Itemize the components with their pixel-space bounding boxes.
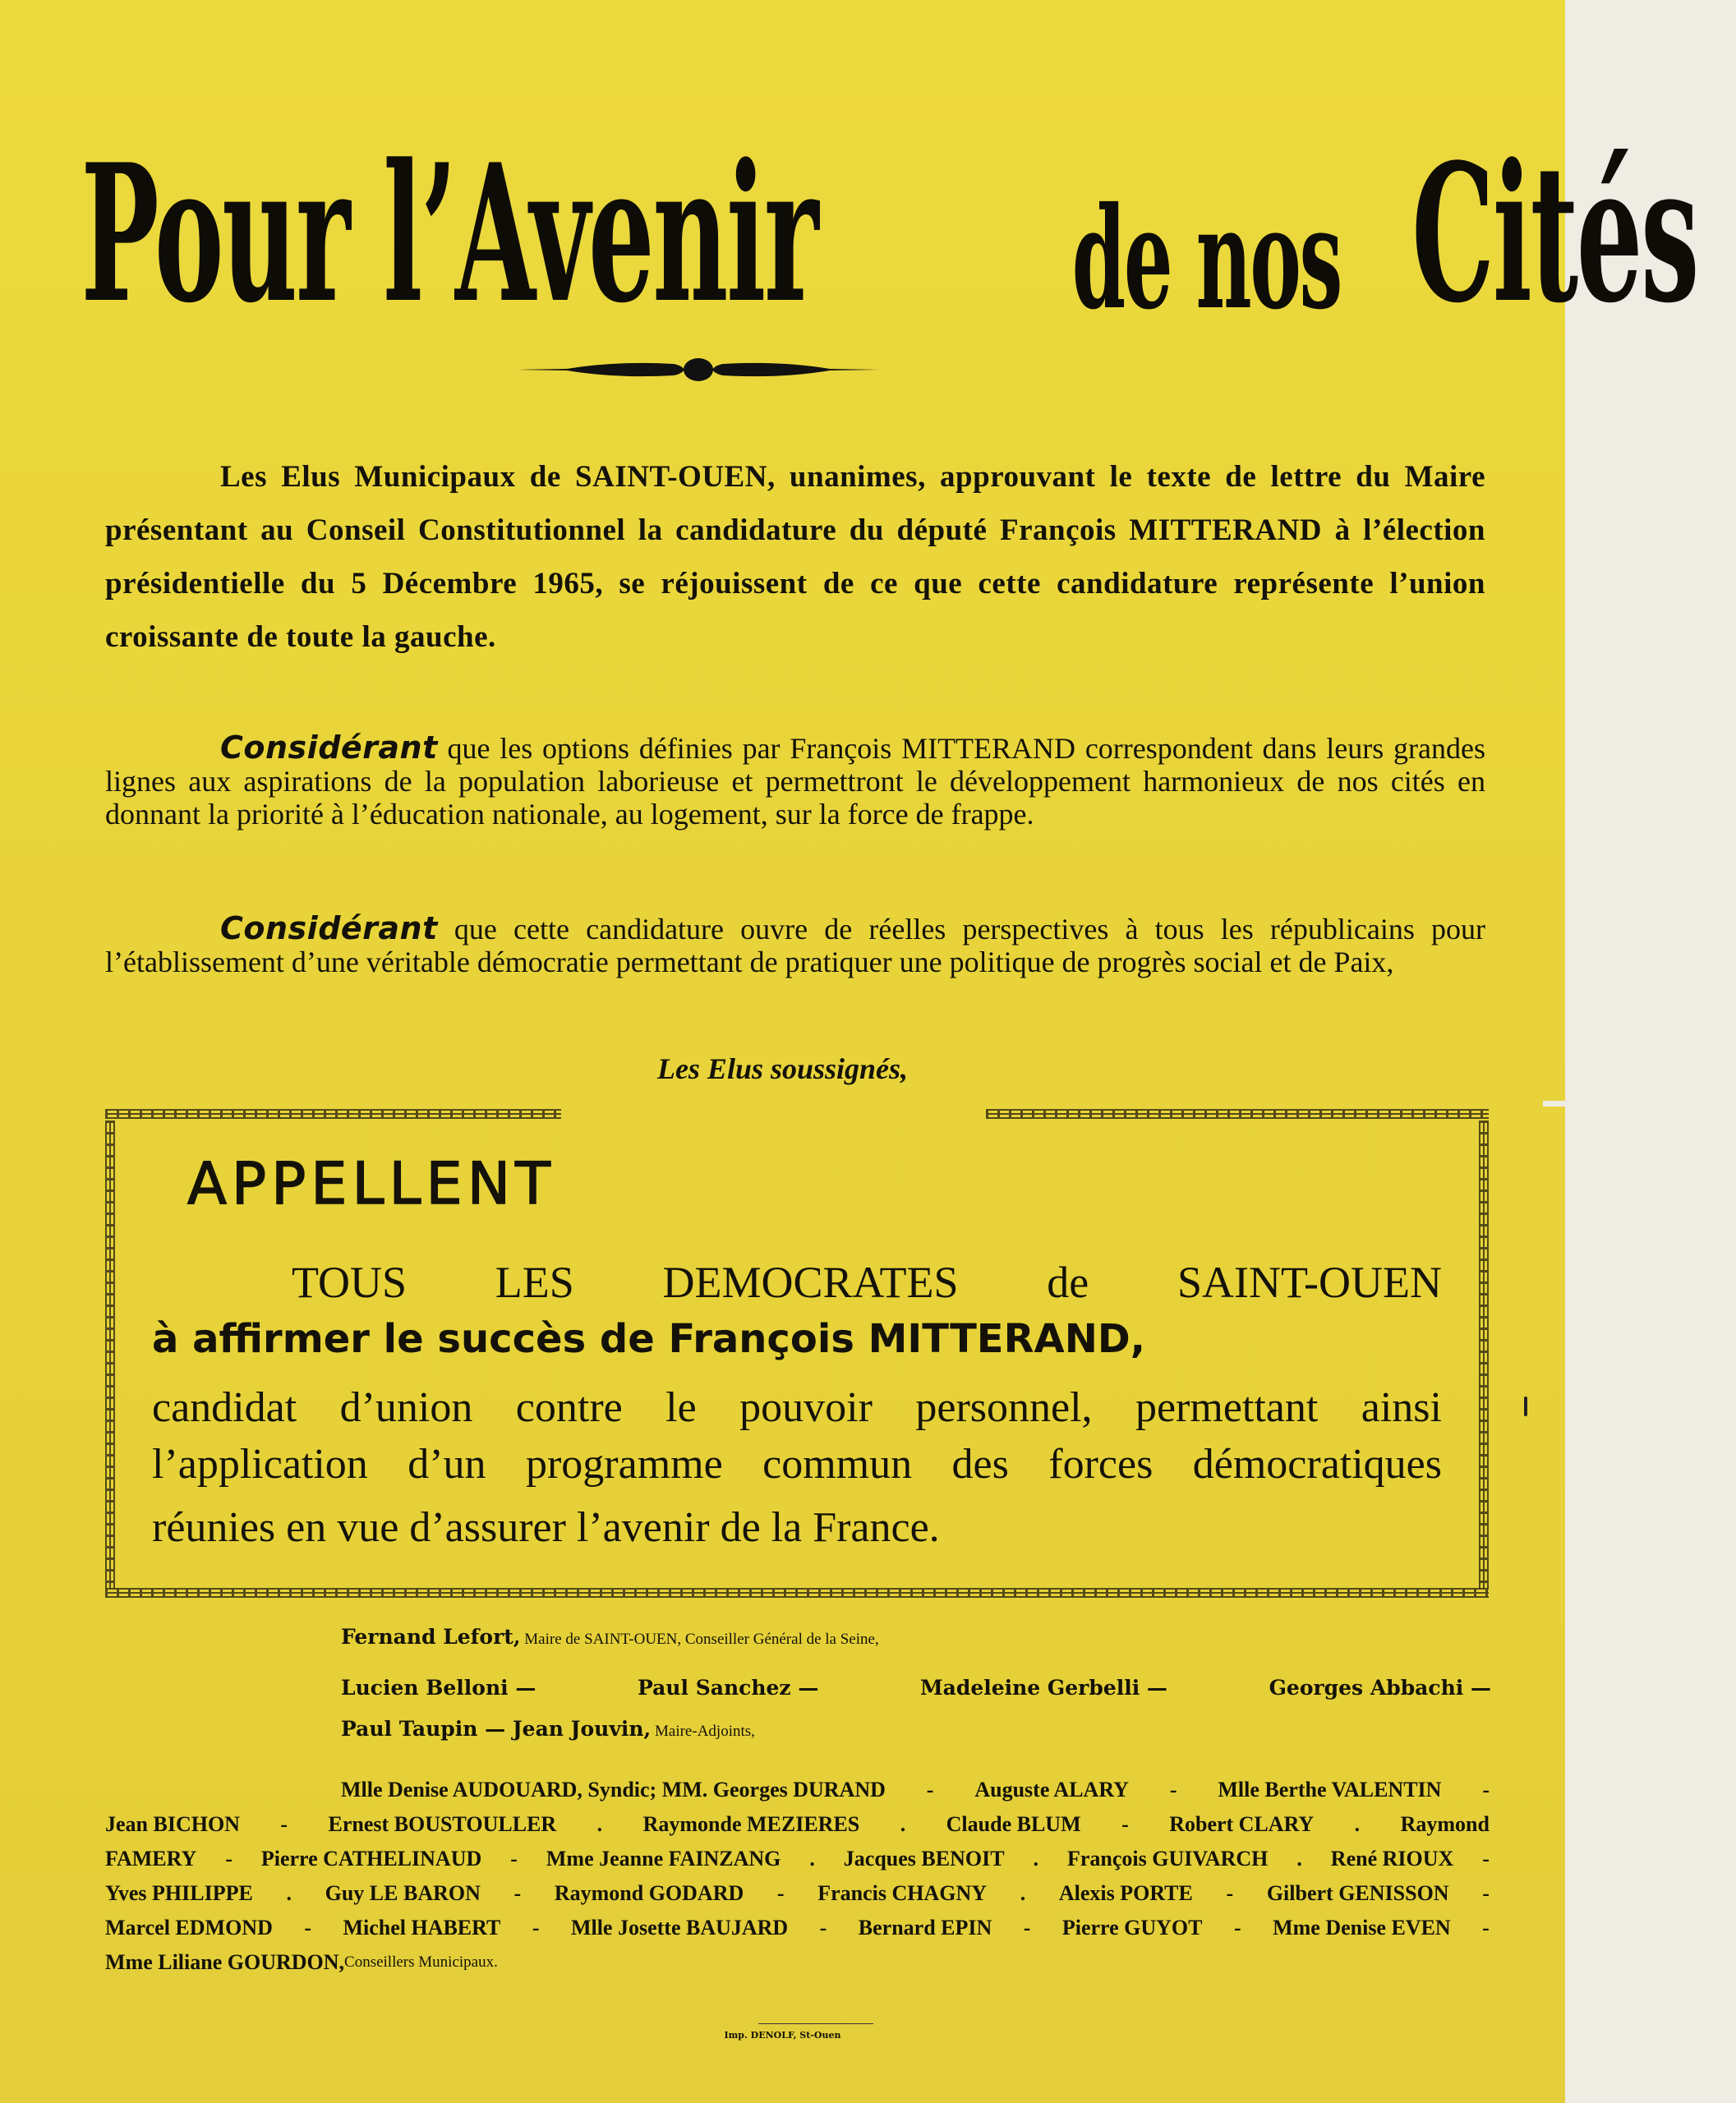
council-name: Mlle Berthe VALENTIN bbox=[1218, 1778, 1442, 1802]
separator: - bbox=[1233, 1916, 1241, 1940]
separator: . bbox=[1296, 1847, 1302, 1871]
appeal-heading: APPELLENT bbox=[187, 1150, 555, 1217]
council-line bbox=[341, 1773, 1490, 1807]
adjoints-line-1 bbox=[341, 1676, 1491, 1700]
title-part-3: Cités bbox=[1411, 123, 1697, 345]
council-name: Michel HABERT bbox=[343, 1916, 501, 1940]
council-name: Pierre CATHELINAUD bbox=[260, 1847, 482, 1871]
considerant-text-1: que les options définies par François MITTERAND correspondent dans leurs grandes lignes aux aspirations de la population laborieuse et permettront le développement harmonieux de nos cités en donnant la priorité à l’éducation nationale, au logement, sur la force de frappe. bbox=[105, 732, 1485, 831]
appeal-line-5: réunies en vue d’assurer l’avenir de la France. bbox=[152, 1504, 940, 1551]
title-part-1: Pour l’Avenir bbox=[81, 123, 817, 345]
considerant-paragraph-2 bbox=[105, 912, 1485, 978]
separator: - bbox=[1482, 1881, 1490, 1905]
intro-paragraph bbox=[105, 450, 1485, 664]
council-line bbox=[105, 1911, 1490, 1945]
meander-border-bottom bbox=[105, 1588, 1489, 1598]
council-name: Raymonde MEZIERES bbox=[642, 1812, 860, 1836]
council-name: Bernard EPIN bbox=[858, 1916, 992, 1940]
adjoint-name: Madeleine Gerbelli — bbox=[919, 1676, 1167, 1700]
meander-border-left bbox=[105, 1121, 115, 1589]
council-name: Mlle Josette BAUJARD bbox=[570, 1916, 789, 1940]
council-name: Mme Liliane GOURDON, bbox=[105, 1950, 345, 1974]
separator: - bbox=[304, 1916, 311, 1940]
council-line bbox=[105, 1876, 1490, 1911]
council-name: Auguste ALARY bbox=[974, 1778, 1129, 1802]
council-name: Marcel EDMOND bbox=[105, 1916, 273, 1940]
considerant-text-2: que cette candidature ouvre de réelles perspectives à tous les républicains pour l’établissement d’une véritable démocratie permettant de pratiquer une politique de progrès social et de Paix, bbox=[105, 913, 1485, 978]
separator: - bbox=[1023, 1916, 1031, 1940]
council-name: Raymond GODARD bbox=[554, 1881, 744, 1905]
council-name: FAMERY bbox=[105, 1847, 197, 1871]
candidate-name: MITTERAND bbox=[1129, 513, 1323, 547]
separator: - bbox=[225, 1847, 233, 1871]
council-line bbox=[105, 1807, 1490, 1842]
separator: . bbox=[286, 1881, 292, 1905]
paper-tear bbox=[1543, 1101, 1568, 1107]
signed-heading: Les Elus soussignés, bbox=[656, 1052, 909, 1085]
separator: - bbox=[532, 1916, 540, 1940]
council-name: Yves PHILIPPE bbox=[105, 1881, 253, 1905]
separator: - bbox=[510, 1847, 518, 1871]
place-name: SAINT-OUEN bbox=[575, 460, 767, 494]
appeal-line-2: à affirmer le succès de François MITTERAND, bbox=[152, 1316, 1145, 1362]
separator: . bbox=[1354, 1812, 1361, 1836]
council-name: Jacques BENOIT bbox=[843, 1847, 1005, 1871]
adjoint-name: Georges Abbachi — bbox=[1269, 1676, 1491, 1700]
mayor-name: Fernand Lefort, bbox=[341, 1625, 521, 1649]
meander-border-top-left bbox=[105, 1109, 561, 1119]
separator: - bbox=[819, 1916, 827, 1940]
separator: - bbox=[1482, 1916, 1490, 1940]
considerant-lead-1: Considérant bbox=[220, 729, 438, 766]
council-name: René RIOUX bbox=[1330, 1847, 1454, 1871]
separator: . bbox=[1020, 1881, 1026, 1905]
title-part-2: de nos bbox=[1071, 177, 1341, 341]
separator: - bbox=[513, 1881, 522, 1905]
council-name: Pierre GUYOT bbox=[1061, 1916, 1203, 1940]
separator: - bbox=[1226, 1881, 1234, 1905]
separator: - bbox=[776, 1881, 785, 1905]
adjoint-names: Paul Taupin — Jean Jouvin, bbox=[341, 1717, 652, 1741]
printer-rule bbox=[758, 2023, 873, 2024]
meander-border-right bbox=[1479, 1121, 1489, 1589]
mayor-signature bbox=[341, 1625, 1725, 1650]
separator: - bbox=[280, 1812, 288, 1836]
council-name: Mme Denise EVEN bbox=[1273, 1916, 1451, 1940]
adjoints-title: Maire-Adjoints, bbox=[651, 1723, 755, 1740]
separator: . bbox=[596, 1812, 603, 1836]
council-name: François GUIVARCH bbox=[1067, 1847, 1269, 1871]
mayor-title: Maire de SAINT-OUEN, Conseiller Général de la Seine, bbox=[520, 1631, 879, 1648]
council-name: Gilbert GENISSON bbox=[1266, 1881, 1449, 1905]
separator: - bbox=[1482, 1847, 1490, 1871]
council-line bbox=[105, 1842, 1490, 1876]
council-name: Francis CHAGNY bbox=[817, 1881, 988, 1905]
council-name: Mlle Denise AUDOUARD, Syndic; MM. Georges DURAND bbox=[341, 1778, 886, 1802]
appeal-line-1: TOUS LES DEMOCRATES de SAINT-OUEN bbox=[292, 1258, 1442, 1307]
printer-credit: Imp. DENOLF, St-Ouen bbox=[724, 2030, 841, 2041]
council-name: Guy LE BARON bbox=[325, 1881, 481, 1905]
adjoints-line-2 bbox=[341, 1717, 1725, 1742]
separator: . bbox=[1033, 1847, 1039, 1871]
separator: - bbox=[1169, 1778, 1177, 1802]
council-name: Ernest BOUSTOULLER bbox=[328, 1812, 557, 1836]
council-name: Mme Jeanne FAINZANG bbox=[546, 1847, 781, 1871]
considerant-lead-2: Considérant bbox=[220, 910, 438, 946]
council-name: Claude BLUM bbox=[946, 1812, 1081, 1836]
council-name: Raymond bbox=[1400, 1812, 1490, 1836]
appeal-line-3: candidat d’union contre le pouvoir personnel, permettant ainsi bbox=[152, 1384, 1442, 1431]
council-name: Alexis PORTE bbox=[1058, 1881, 1193, 1905]
meander-border-top-right bbox=[986, 1109, 1489, 1119]
intro-text-1: Les Elus Municipaux de bbox=[220, 460, 576, 494]
council-line-last bbox=[105, 1945, 1490, 1980]
separator: . bbox=[900, 1812, 906, 1836]
appeal-line-4: l’application d’un programme commun des forces démocratiques bbox=[152, 1441, 1442, 1488]
council-title: Conseillers Municipaux. bbox=[344, 1953, 498, 1971]
council-name: Jean BICHON bbox=[105, 1812, 240, 1836]
council-name: Robert CLARY bbox=[1169, 1812, 1315, 1836]
intro-text-2: , unanimes, approuvant le texte de lettre du Maire présentant au Conseil Constitutionnel la candidature du député François bbox=[105, 460, 1485, 547]
ornament-divider-icon bbox=[518, 357, 879, 382]
separator: - bbox=[1482, 1778, 1490, 1802]
considerant-paragraph-1 bbox=[105, 731, 1485, 831]
separator: . bbox=[809, 1847, 815, 1871]
ink-mark bbox=[1524, 1397, 1527, 1416]
intro-text-3: à l’élection présidentielle du 5 Décembre 1965, se réjouissent de ce que cette candidature représente l’union croissante de toute la gauche. bbox=[105, 513, 1486, 654]
adjoint-name: Paul Sanchez — bbox=[637, 1676, 819, 1700]
separator: - bbox=[1121, 1812, 1129, 1836]
separator: - bbox=[926, 1778, 934, 1802]
adjoint-name: Lucien Belloni — bbox=[341, 1676, 536, 1700]
poster-title bbox=[81, 99, 1697, 345]
